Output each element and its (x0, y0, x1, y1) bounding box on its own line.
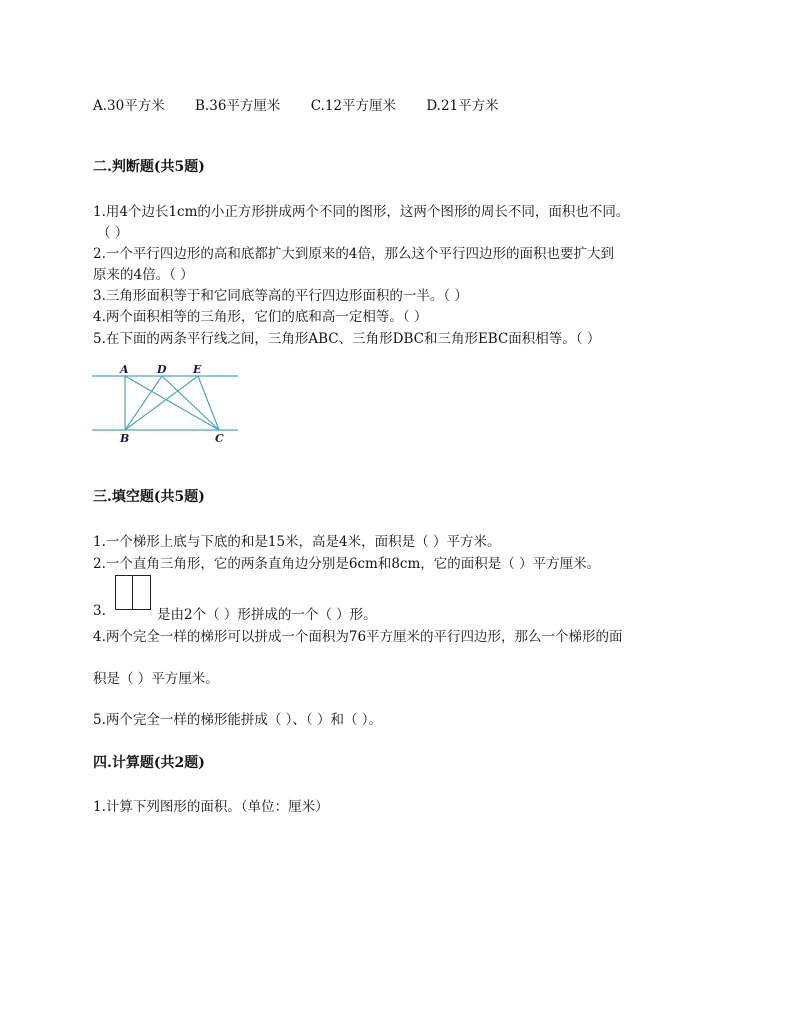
fill-question-4-line-1: 4.两个完全一样的梯形可以拼成一个面积为76平方厘米的平行四边形，那么一个梯形的面 (93, 629, 623, 645)
label-e: E (193, 363, 202, 376)
fill-question-2: 2.一个直角三角形，它的两条直角边分别是6cm和8cm，它的面积是（ ）平方厘米。 (93, 556, 601, 572)
fill-question-5: 5.两个完全一样的梯形能拼成（ ）、（ ）和（ ）。 (93, 712, 383, 728)
segment-db (125, 376, 162, 430)
calculation-question-1: 1.计算下列图形的面积。（单位：厘米） (93, 799, 329, 815)
option-b: B.36平方厘米 (195, 98, 281, 114)
option-c: C.12平方厘米 (310, 98, 397, 114)
section-heading-calculation: 四.计算题(共2题) (93, 755, 205, 771)
segment-eb (125, 376, 198, 430)
label-b: B (120, 432, 130, 445)
segment-ec (198, 376, 219, 430)
judgment-question-3: 3.三角形面积等于和它同底等高的平行四边形面积的一半。（ ） (93, 288, 468, 304)
segment-ac (125, 376, 219, 430)
fill-question-4-line-2: 积是（ ）平方厘米。 (93, 671, 219, 687)
fill-question-3-number: 3. (93, 603, 106, 619)
two-rectangles-figure (115, 575, 151, 610)
judgment-question-2-line-1: 2.一个平行四边形的高和底都扩大到原来的4倍，那么这个平行四边形的面积也要扩大到 (93, 246, 614, 262)
previous-question-options (93, 94, 525, 114)
rectangle-divider (132, 576, 133, 609)
label-a: A (120, 363, 129, 376)
judgment-question-1-line-1: 1.用4个边长1cm的小正方形拼成两个不同的图形，这两个图形的周长不同，面积也不同。 (93, 204, 630, 220)
label-d: D (157, 363, 167, 376)
parallel-lines-triangles-figure (92, 362, 242, 446)
segment-dc (162, 376, 219, 430)
fill-question-3-text: 是由2个（ ）形拼成的一个（ ）形。 (157, 607, 377, 623)
option-a: A.30平方米 (93, 98, 165, 114)
fill-question-1: 1.一个梯形上底与下底的和是15米，高是4米，面积是（ ）平方米。 (93, 534, 501, 550)
judgment-question-5: 5.在下面的两条平行线之间，三角形ABC、三角形DBC和三角形EBC面积相等。（ ） (93, 331, 601, 347)
section-heading-judgment: 二.判断题(共5题) (93, 159, 205, 175)
judgment-question-4: 4.两个面积相等的三角形，它们的底和高一定相等。（ ） (93, 309, 428, 325)
option-d: D.21平方米 (426, 98, 499, 114)
judgment-question-1-line-2: （ ） (97, 225, 129, 241)
section-heading-fill-blank: 三.填空题(共5题) (93, 489, 205, 505)
judgment-question-2-line-2: 原来的4倍。（ ） (93, 267, 194, 283)
label-c: C (215, 432, 224, 445)
